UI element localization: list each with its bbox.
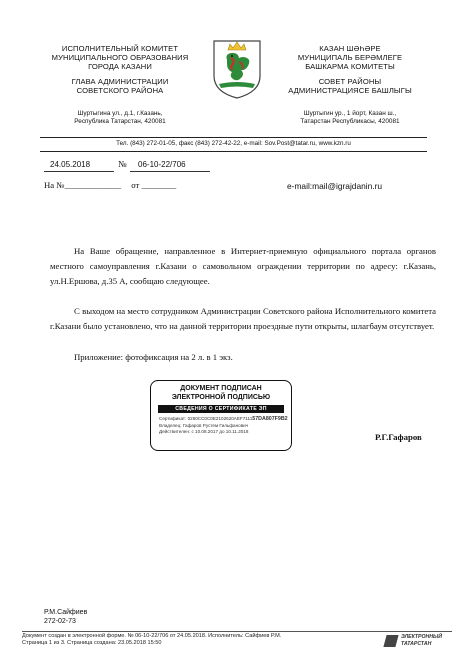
stamp-valid-row (159, 429, 291, 436)
contacts-line: Тел. (843) 272-01-05, факс (843) 272-42-22, e-mail: Sov.Post@tatar.ru, www.kzn.ru (116, 140, 351, 147)
et-logo-line1: ЭЛЕКТРОННЫЙ (401, 634, 442, 640)
ot-blank: ________ (141, 180, 177, 190)
right-addr-line1: Шуртыгин ур., 1 йорт, Казан ш., (303, 110, 397, 117)
left-addr-line1: Шуртыгина ул., д.1, г.Казань, (77, 110, 163, 117)
right-head-line1: СОВЕТ РАЙОНЫ (318, 77, 382, 86)
body-paragraph-1 (50, 244, 436, 290)
right-address (280, 110, 420, 126)
et-logo-icon (383, 635, 398, 647)
executor-phone: 272-02-73 (44, 618, 76, 625)
stamp-cert-value-bold: 57DA807F9B2 (252, 416, 288, 422)
stamp-owner-value: Гафаров Рустем Гильфанович (182, 422, 249, 428)
recipient-email: e-mail:mail@igrajdanin.ru (287, 181, 383, 191)
stamp-cert-label: Сертификат: (159, 416, 187, 421)
right-head-line2: АДМИНИСТРАЦИЯСЕ БАШЛЫГЫ (288, 86, 412, 95)
stamp-band: СВЕДЕНИЯ О СЕРТИФИКАТЕ ЭП (158, 405, 284, 413)
reg-date: 24.05.2018 (50, 160, 91, 169)
et-logo-text (401, 634, 442, 647)
body-p3-text: Приложение: фотофиксация на 2 л. в 1 экз. (74, 352, 233, 362)
left-org-line1: ИСПОЛНИТЕЛЬНЫЙ КОМИТЕТ (61, 44, 179, 53)
stamp-cert-value: 0250CC0C0E2102620AEF7111 (187, 416, 253, 421)
left-addr-line2: Республика Татарстан, 420081 (74, 118, 166, 125)
footer-text (22, 633, 281, 648)
stamp-valid-value: с 10.08.2017 до 10.11.2018 (191, 429, 249, 434)
right-addr-line2: Татарстан Республикасы, 420081 (300, 118, 400, 125)
reg-number: 06-10-22/706 (138, 160, 186, 169)
reg-date-underline (44, 171, 114, 172)
stamp-title-line1: ДОКУМЕНТ ПОДПИСАН (180, 385, 262, 392)
stamp-title (151, 385, 291, 402)
body-p1-text: На Ваше обращение, направленное в Интернет-приемную официального портала органов местного самоуправления г.Казани о самовольном ограждении территории по адресу: г.Казань, ул.Н.Ершова, д.35 А, сообщаю следующее. (50, 246, 436, 287)
reg-number-underline (130, 171, 210, 172)
executor-block (44, 608, 87, 626)
left-head-line1: ГЛАВА АДМИНИСТРАЦИИ (71, 77, 169, 86)
right-org-line2: МУНИЦИПАЛЬ БЕРӘМЛЕГЕ (297, 53, 403, 62)
executor-name: Р.М.Сайфиев (44, 609, 88, 616)
ref-line (44, 180, 176, 190)
right-org-line3: БАШКАРМА КОМИТЕТЫ (305, 62, 395, 71)
header-right (280, 44, 420, 95)
left-address (45, 110, 195, 126)
stamp-title-line2: ЭЛЕКТРОННОЙ ПОДПИСЬЮ (171, 393, 271, 401)
left-org-line3: ГОРОДА КАЗАНИ (88, 62, 152, 71)
kazan-emblem-icon (211, 38, 263, 100)
footer-doc-line: Документ создан в электронной форме. № 06-10-22/706 от 24.05.2018. Исполнитель: Сайфиев Р.М. (22, 633, 282, 639)
header-rule-bottom (40, 151, 427, 152)
body-paragraph-3 (74, 350, 434, 365)
ref-blank: _____________ (64, 180, 122, 190)
footer-rule (22, 631, 452, 632)
header-rule-top (40, 137, 427, 138)
reg-no-label: № (118, 159, 127, 169)
body-p2-text: С выходом на место сотрудником Администрации Советского района Исполнительного комитета г.Казани было установлено, что на данной территории проездные пути открыты, шлагбаум отсутствует. (50, 306, 436, 332)
electronic-tatarstan-logo (385, 634, 451, 650)
ot-label: от (131, 180, 140, 190)
stamp-details (159, 416, 291, 436)
body-paragraph-2 (50, 304, 436, 334)
left-org-line2: МУНИЦИПАЛЬНОГО ОБРАЗОВАНИЯ (51, 53, 189, 62)
header-left (45, 44, 195, 95)
ref-label: На № (44, 180, 65, 190)
esign-stamp (150, 380, 292, 451)
left-head-line2: СОВЕТСКОГО РАЙОНА (76, 86, 164, 95)
stamp-owner-label: Владелец: (159, 422, 182, 428)
right-org-line1: КАЗАН ШӘҺӘРЕ (319, 44, 381, 53)
footer-page-line: Страница 1 из 3. Страница создана: 23.05.2018 15:50 (22, 640, 162, 647)
et-logo-line2: ТАТАРСТАН (401, 640, 432, 647)
stamp-valid-label: Действителен: (159, 429, 191, 434)
signatory-name: Р.Г.Гафаров (375, 432, 422, 442)
